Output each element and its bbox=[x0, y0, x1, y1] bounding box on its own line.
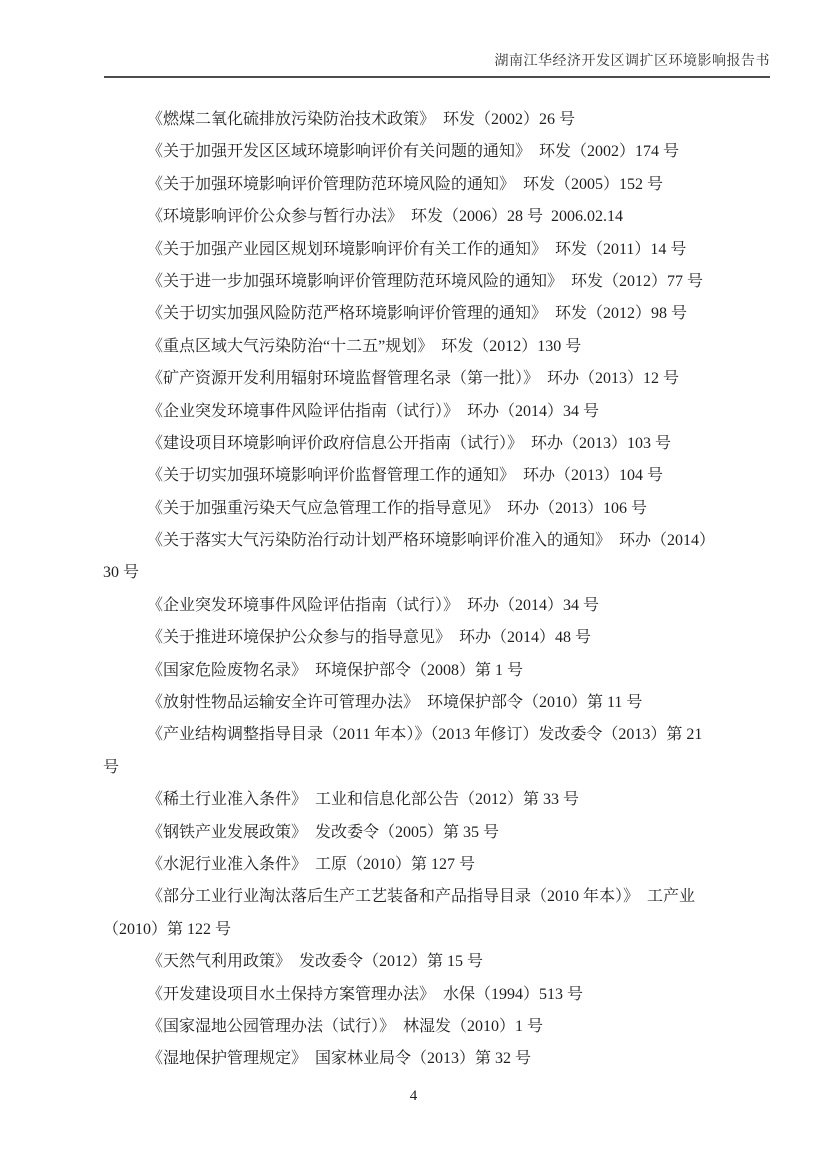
document-line: 《关于进一步加强环境影响评价管理防范环境风险的通知》 环发（2012）77 号 bbox=[147, 272, 704, 290]
document-line: 《钢铁产业发展政策》 发改委令（2005）第 35 号 bbox=[147, 823, 500, 841]
document-line: 《国家危险废物名录》 环境保护部令（2008）第 1 号 bbox=[147, 661, 524, 679]
document-line: 《燃煤二氧化硫排放污染防治技术政策》 环发（2002）26 号 bbox=[147, 111, 576, 128]
header-rule bbox=[104, 76, 770, 78]
document-line: 《环境影响评价公众参与暂行办法》 环发（2006）28 号 2006.02.14 bbox=[147, 208, 624, 226]
document-line: 《重点区域大气污染防治“十二五”规划》 环发（2012）130 号 bbox=[147, 337, 582, 355]
document-line: 《关于切实加强风险防范严格环境影响评价管理的通知》 环发（2012）98 号 bbox=[147, 305, 688, 323]
page-footer bbox=[0, 1086, 827, 1106]
document-line: 《企业突发环境事件风险评估指南（试行）》 环办（2014）34 号 bbox=[147, 402, 600, 420]
document-line: 30 号 bbox=[103, 564, 140, 582]
document-line: 《关于加强环境影响评价管理防范环境风险的通知》 环发（2005）152 号 bbox=[147, 175, 664, 193]
document-line: 《稀土行业准入条件》 工业和信息化部公告（2012）第 33 号 bbox=[147, 791, 580, 809]
document-line: 《矿产资源开发利用辐射环境监督管理名录（第一批）》 环办（2013）12 号 bbox=[147, 370, 680, 388]
document-line: 《关于加强产业园区规划环境影响评价有关工作的通知》 环发（2011）14 号 bbox=[147, 240, 687, 258]
document-line: 《企业突发环境事件风险评估指南（试行）》 环办（2014）34 号 bbox=[147, 596, 600, 614]
page-number: 4 bbox=[409, 1088, 418, 1104]
page-header bbox=[104, 0, 770, 78]
document-line: 《关于落实大气污染防治行动计划严格环境影响评价准入的通知》 环办（2014） bbox=[147, 532, 716, 550]
document-line: 《关于加强重污染天气应急管理工作的指导意见》 环办（2013）106 号 bbox=[147, 499, 648, 517]
document-line: 《部分工业行业淘汰落后生产工艺装备和产品指导目录（2010 年本）》 工产业 bbox=[147, 888, 696, 906]
document-line: 《湿地保护管理规定》 国家林业局令（2013）第 32 号 bbox=[147, 1050, 532, 1068]
document-line: 《关于推进环境保护公众参与的指导意见》 环办（2014）48 号 bbox=[147, 629, 592, 647]
document-line: 《关于加强开发区区域环境影响评价有关问题的通知》 环发（2002）174 号 bbox=[147, 143, 680, 161]
document-line: 《建设项目环境影响评价政府信息公开指南（试行）》 环办（2013）103 号 bbox=[147, 434, 672, 452]
document-line: 《国家湿地公园管理办法（试行）》 林湿发（2010）1 号 bbox=[147, 1017, 544, 1035]
document-line: （2010）第 122 号 bbox=[103, 920, 232, 938]
document-line: 《放射性物品运输安全许可管理办法》 环境保护部令（2010）第 11 号 bbox=[147, 694, 643, 712]
document-line: 《关于切实加强环境影响评价监督管理工作的通知》 环办（2013）104 号 bbox=[147, 467, 664, 485]
document-line: 号 bbox=[103, 758, 120, 776]
document-body bbox=[103, 104, 783, 1076]
document-line: 《天然气利用政策》 发改委令（2012）第 15 号 bbox=[147, 953, 484, 971]
document-line: 《产业结构调整指导目录（2011 年本）》（2013 年修订）发改委令（2013）第 21 bbox=[147, 726, 703, 744]
page-header-title: 湖南江华经济开发区调扩区环境影响报告书 bbox=[494, 54, 770, 69]
document-line: 《开发建设项目水土保持方案管理办法》 水保（1994）513 号 bbox=[147, 985, 584, 1003]
document-line: 《水泥行业准入条件》 工原（2010）第 127 号 bbox=[147, 855, 476, 873]
